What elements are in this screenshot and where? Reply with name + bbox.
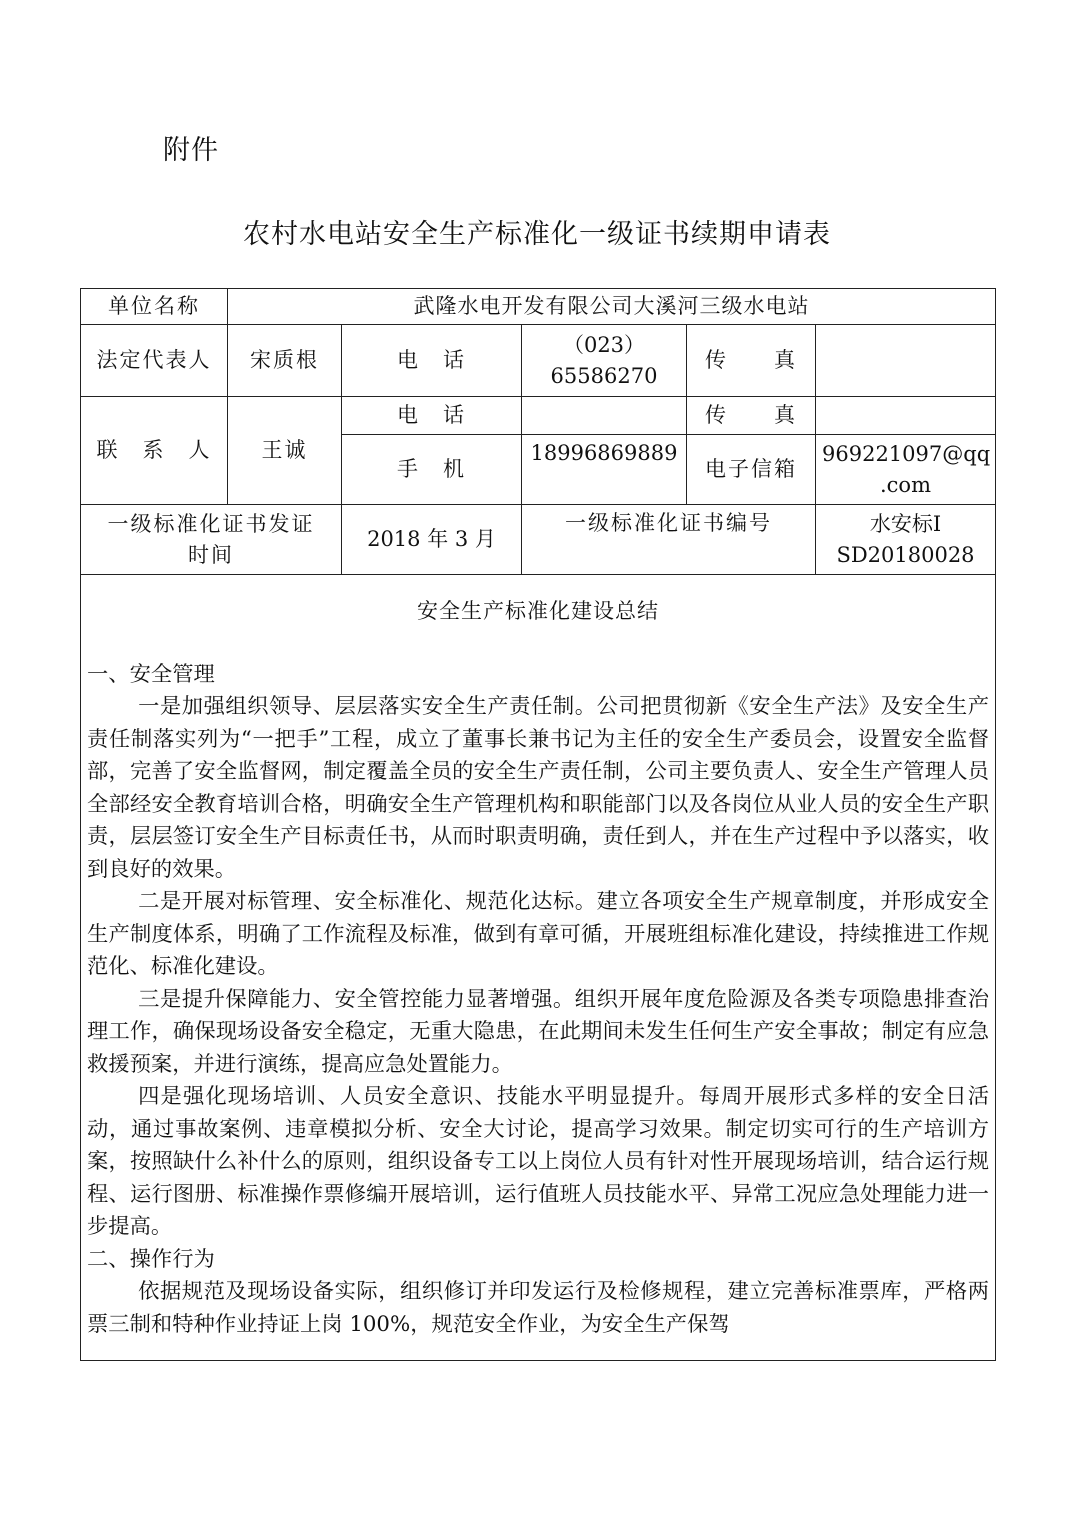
row-certificate [81, 505, 996, 575]
summary-paragraph-1: 一是加强组织领导、层层落实安全生产责任制。公司把贯彻新《安全生产法》及安全生产责任制落实列为“一把手”工程，成立了董事长兼书记为主任的安全生产委员会，设置安全监督部，完善了安全监督网，制定覆盖全员的安全生产责任制，公司主要负责人、安全生产管理人员全部经安全教育培训合格，明确安全生产管理机构和职能部门以及各岗位从业人员的安全生产职责，层层签订安全生产目标责任书，从而时职责明确，责任到人，并在生产过程中予以落实，收到良好的效果。 [87, 694, 990, 882]
mobile-value: 18996869889 [522, 435, 687, 505]
legal-rep-value: 宋质根 [228, 325, 342, 397]
email-label: 电子信箱 [687, 435, 816, 505]
summary-title: 安全生产标准化建设总结 [417, 598, 659, 623]
email-line1: 969221097@qq [822, 441, 991, 466]
row-unit-name [81, 289, 996, 325]
summary-cell [81, 575, 996, 1361]
cert-no-label: 一级标准化证书编号 [522, 505, 816, 575]
section-heading-safety-management: 一、安全管理 [87, 661, 215, 687]
cert-date-label-line1: 一级标准化证书发证 [107, 511, 315, 536]
legal-rep-label: 法定代表人 [81, 325, 228, 397]
page-title: 农村水电站安全生产标准化一级证书续期申请表 [243, 219, 831, 250]
contact-label: 联 系 人 [81, 397, 228, 505]
contact-fax-label: 传 真 [687, 397, 816, 435]
summary-paragraph-2: 二是开展对标管理、安全标准化、规范化达标。建立各项安全生产规章制度，并形成安全生产制度体系，明确了工作流程及标准，做到有章可循，开展班组标准化建设，持续推进工作规范化、标准化建设。 [87, 889, 990, 980]
contact-phone-label: 电 话 [342, 397, 522, 435]
section-heading-operation: 二、操作行为 [87, 1246, 215, 1272]
summary-body [87, 659, 989, 1342]
email-line2: .com [880, 472, 931, 497]
row-summary [81, 575, 996, 1361]
legal-phone-label: 电 话 [342, 325, 522, 397]
cert-no-line1: 水安标Ⅰ [869, 511, 942, 536]
application-form-table [80, 288, 996, 1361]
row-contact-phone [81, 397, 996, 435]
contact-value: 王诚 [228, 397, 342, 505]
cert-date-value: 2018 年 3 月 [342, 505, 522, 575]
legal-fax-value [816, 325, 996, 397]
legal-phone-line1: （023） [562, 332, 646, 357]
attachment-label: 附件 [163, 135, 219, 166]
unit-name-label: 单位名称 [81, 289, 228, 325]
legal-phone-value [522, 325, 687, 397]
mobile-label: 手 机 [342, 435, 522, 505]
summary-paragraph-5: 依据规范及现场设备实际，组织修订并印发运行及检修规程，建立完善标准票库，严格两票三制和特种作业持证上岗 100%，规范安全作业，为安全生产保驾 [87, 1279, 990, 1337]
contact-phone-value [522, 397, 687, 435]
cert-no-value [816, 505, 996, 575]
unit-name-value: 武隆水电开发有限公司大溪河三级水电站 [228, 289, 996, 325]
cert-no-line2: SD20180028 [836, 542, 975, 567]
cert-date-label-line2: 时间 [188, 542, 234, 567]
summary-paragraph-4: 四是强化现场培训、人员安全意识、技能水平明显提升。每周开展形式多样的安全日活动，通过事故案例、违章模拟分析、安全大讨论，提高学习效果。制定切实可行的生产培训方案，按照缺什么补什么的原则，组织设备专工以上岗位人员有针对性开展现场培训，结合运行规程、运行图册、标准操作票修编开展培训，运行值班人员技能水平、异常工况应急处理能力进一步提高。 [87, 1084, 990, 1240]
row-legal-rep [81, 325, 996, 397]
contact-fax-value [816, 397, 996, 435]
legal-phone-line2: 65586270 [550, 363, 658, 388]
legal-fax-label: 传 真 [687, 325, 816, 397]
summary-paragraph-3: 三是提升保障能力、安全管控能力显著增强。组织开展年度危险源及各类专项隐患排查治理工作，确保现场设备安全稳定，无重大隐患，在此期间未发生任何生产安全事故；制定有应急救援预案，并进行演练，提高应急处置能力。 [87, 986, 990, 1077]
email-value [816, 435, 996, 505]
cert-date-label [81, 505, 342, 575]
